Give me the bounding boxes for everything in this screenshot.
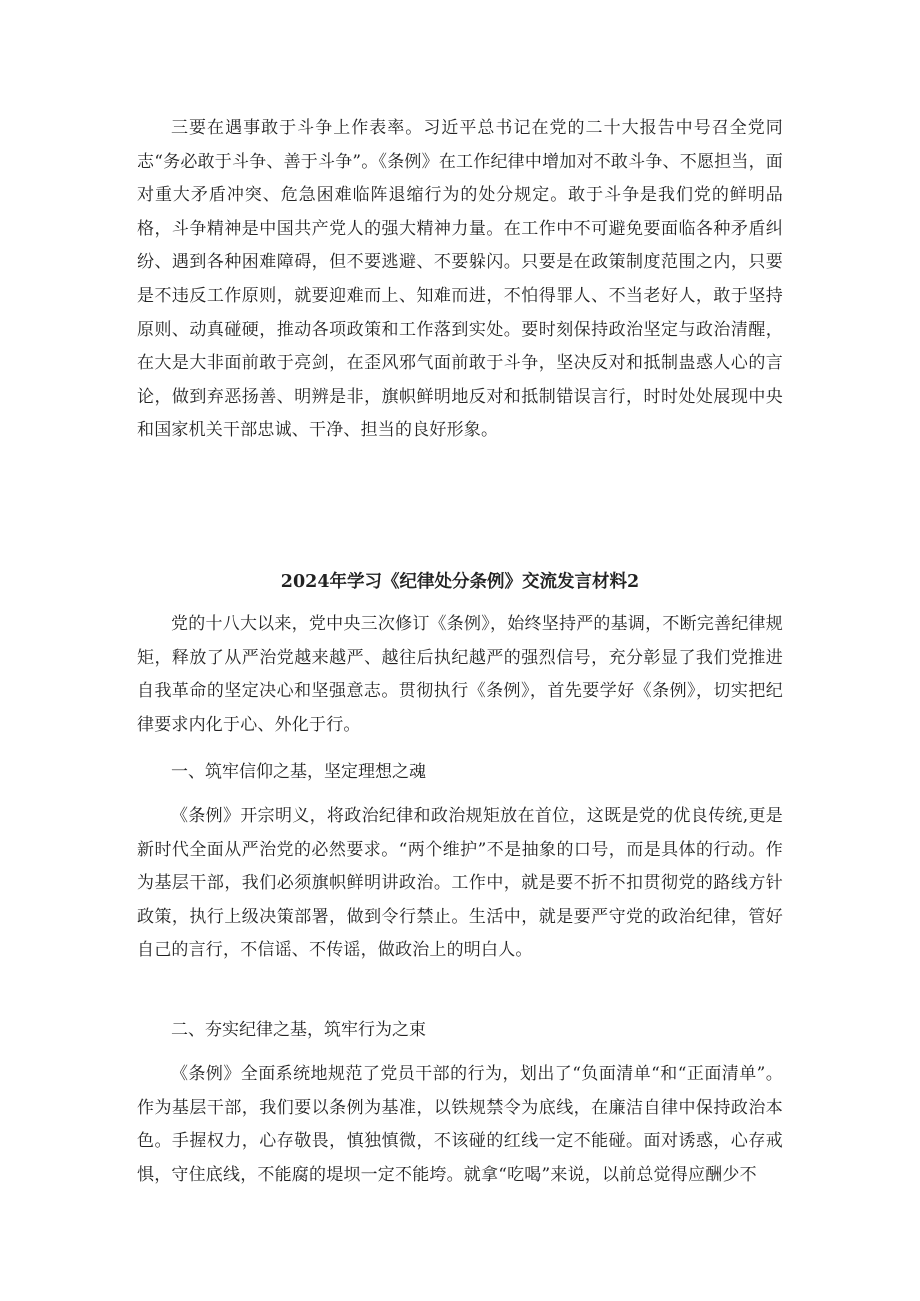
body-paragraph: 《条例》开宗明义，将政治纪律和政治规矩放在首位，这既是党的优良传统,更是新时代全面从严治党的必然要求。“两个维护”不是抽象的口号，而是具体的行动。作为基层干部，我们必须旗帜鲜明讲政治。工作中，就是要不折不扣贯彻党的路线方针政策，执行上级决策部署，做到令行禁止。生活中，就是要严守党的政治纪律，管好自己的言行，不信谣、不传谣，做政治上的明白人。	[137, 806, 783, 961]
section-heading: 一、筑牢信仰之基，坚定理想之魂	[171, 762, 426, 782]
body-paragraph: 党的十八大以来，党中央三次修订《条例》，始终坚持严的基调，不断完善纪律规矩，释放了从严治党越来越严、越往后执纪越严的强烈信号，充分彰显了我们党推进自我革命的坚定决心和坚强意志。贯彻执行《条例》，首先要学好《条例》，切实把纪律要求内化于心、外化于行。	[137, 614, 783, 735]
body-paragraph: 《条例》全面系统地规范了党员干部的行为，划出了“负面清单“和“正面清单”。作为基层干部，我们要以条例为基准，以铁规禁令为底线，在廉洁自律中保持政治本色。手握权力，心存敬畏，慎独慎微，不该碰的红线一定不能碰。面对诱惑，心存戒惧，守住底线，不能腐的堤坝一定不能垮。就拿“吃喝”来说，以前总觉得应酬少不	[137, 1064, 783, 1185]
body-paragraph: 三要在遇事敢于斗争上作表率。习近平总书记在党的二十大报告中号召全党同志“务必敢于斗争、善于斗争”。《条例》在工作纪律中增加对不敢斗争、不愿担当，面对重大矛盾冲突、危急困难临阵退缩行为的处分规定。敢于斗争是我们党的鲜明品格，斗争精神是中国共产党人的强大精神力量。在工作中不可避免要面临各种矛盾纠纷、遇到各种困难障碍，但不要逃避、不要躲闪。只要是在政策制度范围之内，只要是不违反工作原则，就要迎难而上、知难而进，不怕得罪人、不当老好人，敢于坚持原则、动真碰硬，推动各项政策和工作落到实处。要时刻保持政治坚定与政治清醒，在大是大非面前敢于亮剑，在歪风邪气面前敢于斗争，坚决反对和抵制蛊惑人心的言论，做到弃恶扬善、明辨是非，旗帜鲜明地反对和抵制错误言行，时时处处展现中央和国家机关干部忠诚、干净、担当的良好形象。	[137, 118, 783, 441]
document-title: 2024年学习《纪律处分条例》交流发言材料2	[280, 572, 640, 592]
section-heading: 二、夯实纪律之基，筑牢行为之束	[171, 1020, 426, 1040]
